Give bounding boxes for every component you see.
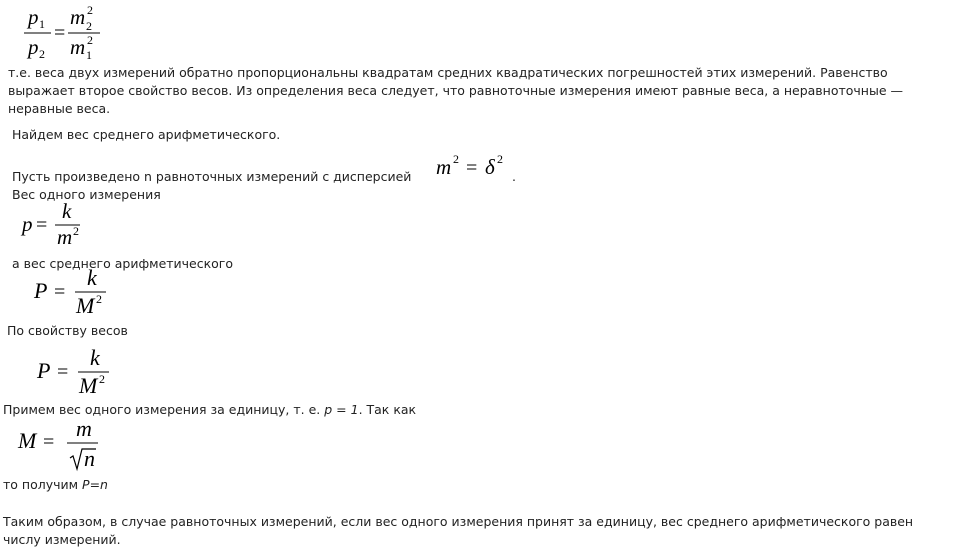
ratio-rhs-denominator-sup: 2 xyxy=(87,33,93,47)
then-formula: P=n xyxy=(82,477,108,492)
mean-error-formula xyxy=(16,418,106,476)
mean-error-lhs: M xyxy=(18,428,37,453)
then-prefix: то получим xyxy=(3,477,83,492)
dispersion-rhs-sup: 2 xyxy=(497,152,503,166)
dispersion-rhs: δ xyxy=(485,155,495,179)
by-property-label: По свойству весов xyxy=(7,323,128,338)
sentence-period: . xyxy=(512,169,516,184)
let-n-measurements-text: Пусть произведено n равноточных измерений с дисперсией xyxy=(12,169,412,184)
ratio-denominator: p xyxy=(28,35,39,59)
dispersion-lhs-sup: 2 xyxy=(453,152,459,166)
mean-error-denominator: n xyxy=(84,446,95,471)
mean-weight-1-denominator-sup: 2 xyxy=(96,292,102,306)
ratio-rhs-numerator-sub: 2 xyxy=(86,19,92,33)
mean-weight-1-equals: = xyxy=(54,281,66,303)
ratio-rhs-numerator-sup: 2 xyxy=(87,3,93,17)
weight-ratio-formula xyxy=(18,4,108,62)
ratio-denominator-sub: 2 xyxy=(39,47,45,61)
dispersion-equals: = xyxy=(466,157,478,179)
ratio-numerator-sub: 1 xyxy=(39,17,45,31)
accept-prefix: Примем вес одного измерения за единицу, т. е. xyxy=(3,402,325,417)
mean-weight-1-lhs: P xyxy=(34,278,48,303)
single-weight-denominator-sup: 2 xyxy=(73,224,79,238)
mean-weight-2-lhs: P xyxy=(37,358,51,383)
weight-single-label: Вес одного измерения xyxy=(12,187,161,202)
mean-weight-1-numerator: k xyxy=(87,265,97,290)
accept-formula: p = 1 xyxy=(324,402,359,417)
accept-unit-weight-text xyxy=(3,402,416,417)
single-weight-numerator: k xyxy=(62,199,72,223)
single-weight-formula xyxy=(20,200,90,252)
ratio-numerator: p xyxy=(28,5,39,29)
mean-error-equals: = xyxy=(43,431,55,453)
mean-weight-2-equals: = xyxy=(57,361,69,383)
dispersion-formula xyxy=(434,150,514,182)
conclusion-paragraph: Таким образом, в случае равноточных измерений, если вес одного измерения принят за единицу, вес среднего арифметического равен числу измерений. xyxy=(3,514,914,547)
ratio-rhs-numerator: m xyxy=(70,5,86,29)
mean-weight-label: а вес среднего арифметического xyxy=(12,256,234,271)
single-weight-denominator: m xyxy=(57,225,73,249)
inverse-proportion-paragraph: т.е. веса двух измерений обратно пропорциональны квадратам средних квадратических погрешностей этих измерений. Равенство выражает второе свойство весов. Из определения веса следует, что равноточные измерения имеют равные веса, а неравноточные — неравные веса. xyxy=(8,65,903,116)
accept-suffix: . Так как xyxy=(358,402,417,417)
mean-weight-2-denominator-sup: 2 xyxy=(99,372,105,386)
mean-error-numerator: m xyxy=(76,416,92,441)
then-we-get-text xyxy=(3,477,108,492)
find-mean-weight-text: Найдем вес среднего арифметического. xyxy=(12,127,281,142)
mean-weight-2-numerator: k xyxy=(90,345,100,370)
ratio-rhs-denominator: m xyxy=(70,35,86,59)
ratio-equals: = xyxy=(54,22,66,44)
single-weight-equals: = xyxy=(36,214,48,236)
dispersion-lhs: m xyxy=(436,155,452,179)
mean-weight-1-denominator: M xyxy=(76,293,95,318)
single-weight-lhs: p xyxy=(22,212,33,236)
mean-weight-formula-2 xyxy=(35,345,115,400)
mean-weight-2-denominator: M xyxy=(79,373,98,398)
ratio-rhs-denominator-sub: 1 xyxy=(86,48,92,62)
mean-weight-formula-1 xyxy=(32,265,112,320)
